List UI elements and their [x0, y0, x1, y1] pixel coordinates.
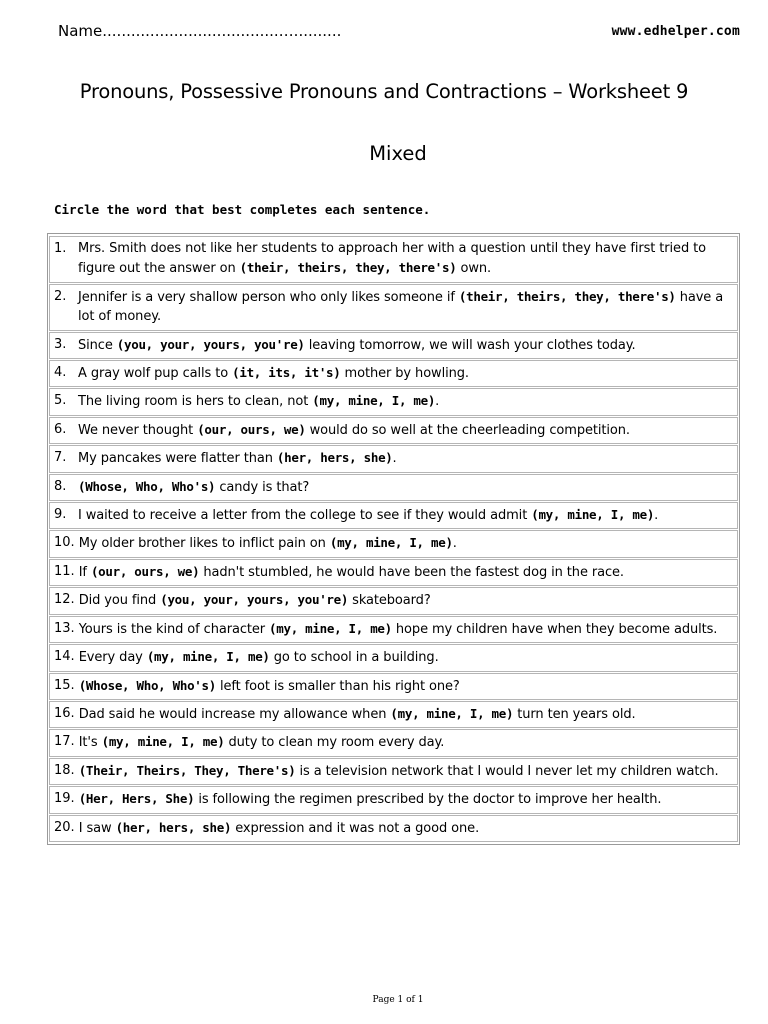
question-text: [79, 533, 733, 553]
question-text-after: .: [392, 451, 397, 467]
question-text-before: If: [78, 564, 91, 580]
question-text: [79, 818, 733, 838]
question-text-after: .: [452, 536, 457, 552]
question-row: [49, 236, 738, 283]
question-number: 20.: [54, 819, 75, 835]
question-row: [49, 758, 738, 785]
question-text-before: I saw: [78, 820, 116, 836]
question-text: [79, 619, 733, 639]
answer-choices[interactable]: (their, theirs, they, there's): [458, 288, 676, 304]
question-text-after: expression and it was not a good one.: [231, 820, 480, 836]
answer-choices[interactable]: (Whose, Who, Who's): [78, 478, 216, 494]
question-row: [49, 388, 738, 415]
question-text-before: The living room is hers to clean, not: [78, 394, 313, 410]
question-number: 2.: [54, 288, 67, 304]
question-text-before: Dad said he would increase my allowance when: [78, 706, 391, 722]
question-text-after: would do so well at the cheerleading competition.: [305, 422, 630, 438]
question-number: 19.: [54, 791, 75, 807]
worksheet-title: Pronouns, Possessive Pronouns and Contractions – Worksheet 9: [79, 80, 689, 103]
question-row: [49, 786, 738, 813]
question-text-after: is following the regimen prescribed by the doctor to improve her health.: [194, 792, 662, 808]
question-row: [49, 284, 738, 331]
question-row: [49, 502, 738, 529]
question-table: [47, 233, 740, 845]
answer-choices[interactable]: (Their, Theirs, They, There's): [78, 762, 296, 778]
answer-choices[interactable]: (you, your, yours, you're): [160, 592, 349, 608]
question-text: [78, 420, 733, 440]
question-text-after: is a television network that I would I never let my children watch.: [295, 763, 719, 779]
question-number: 3.: [54, 336, 67, 352]
question-row: [49, 332, 738, 359]
question-text-after: skateboard?: [348, 593, 431, 609]
answer-choices[interactable]: (my, mine, I, me): [531, 507, 655, 523]
question-text: [79, 732, 733, 752]
question-text: [79, 647, 733, 667]
name-field-label: Name.....................................…..........: [58, 22, 342, 40]
question-row: [49, 616, 738, 643]
answer-choices[interactable]: (you, your, yours, you're): [116, 336, 305, 352]
question-text: [79, 761, 733, 781]
question-row: [49, 729, 738, 756]
question-text-before: We never thought: [78, 422, 198, 438]
question-text-before: Since: [78, 337, 117, 353]
question-number: 11.: [54, 563, 75, 579]
question-text: [79, 789, 733, 809]
question-text: [78, 448, 733, 468]
site-url: www.edhelper.com: [611, 24, 740, 39]
question-row: [49, 360, 738, 387]
question-text-before: Jennifer is a very shallow person who only likes someone if: [78, 289, 459, 305]
question-row: [49, 474, 738, 501]
answer-choices[interactable]: (Her, Hers, She): [78, 791, 195, 807]
question-text-before: It's: [78, 735, 102, 751]
question-text: [78, 335, 733, 355]
answer-choices[interactable]: (their, theirs, they, there's): [239, 260, 457, 276]
question-number: 16.: [54, 705, 75, 721]
answer-choices[interactable]: (my, mine, I, me): [390, 705, 514, 721]
question-text-after: candy is that?: [215, 479, 310, 495]
question-number: 6.: [54, 421, 67, 437]
question-text-before: Mrs. Smith does not like her students to approach her with a question until they have first tried to figure out the answer on: [78, 241, 706, 277]
question-text-after: go to school in a building.: [269, 650, 439, 666]
question-row: [49, 445, 738, 472]
question-row: [49, 815, 738, 842]
question-text-after: turn ten years old.: [513, 706, 636, 722]
answer-choices[interactable]: (her, hers, she): [115, 819, 232, 835]
question-text-after: hope my children have when they become adults.: [391, 621, 718, 637]
question-row: [49, 673, 738, 700]
question-row: [49, 644, 738, 671]
question-text-after: own.: [456, 261, 492, 277]
question-text: [79, 562, 733, 582]
question-text-before: My older brother likes to inflict pain on: [78, 536, 330, 552]
worksheet-subtitle: Mixed: [369, 142, 427, 165]
answer-choices[interactable]: (our, ours, we): [90, 563, 200, 579]
answer-choices[interactable]: (my, mine, I, me): [146, 649, 270, 665]
question-text-before: My pancakes were flatter than: [78, 451, 277, 467]
question-number: 4.: [54, 365, 67, 381]
question-number: 7.: [54, 450, 67, 466]
question-text: [78, 363, 733, 383]
question-number: 14.: [54, 649, 75, 665]
question-text-after: hadn't stumbled, he would have been the fastest dog in the race.: [199, 564, 624, 580]
question-row: [49, 587, 738, 614]
question-number: 13.: [54, 620, 75, 636]
instruction-text: Circle the word that best completes each sentence.: [54, 202, 431, 217]
question-row: [49, 701, 738, 728]
question-text: [79, 590, 733, 610]
answer-choices[interactable]: (my, mine, I, me): [101, 734, 225, 750]
question-number: 18.: [54, 762, 75, 778]
question-number: 5.: [54, 393, 67, 409]
header: [58, 22, 740, 44]
question-text: [78, 287, 733, 327]
question-text: [79, 676, 733, 696]
question-text: [79, 704, 733, 724]
question-text-before: Did you find: [78, 593, 161, 609]
question-row: [49, 530, 738, 557]
question-text-before: I waited to receive a letter from the college to see if they would admit: [78, 508, 532, 524]
question-number: 10.: [54, 535, 75, 551]
page-footer: Page 1 of 1: [372, 995, 424, 1005]
question-text: [78, 239, 733, 279]
question-text-after: leaving tomorrow, we will wash your clothes today.: [304, 337, 636, 353]
question-text: [78, 391, 733, 411]
answer-choices[interactable]: (Whose, Who, Who's): [78, 677, 216, 693]
answer-choices[interactable]: (my, mine, I, me): [269, 620, 392, 636]
question-text-after: left foot is smaller than his right one?: [215, 678, 460, 694]
answer-choices[interactable]: (it, its, it's): [232, 365, 341, 381]
answer-choices[interactable]: (my, mine, I, me): [312, 393, 436, 409]
answer-choices[interactable]: (our, ours, we): [197, 421, 306, 437]
question-number: 12.: [54, 592, 75, 608]
question-text-after: .: [654, 508, 659, 524]
question-text-before: Yours is the kind of character: [78, 621, 270, 637]
question-number: 8.: [54, 478, 67, 494]
question-row: [49, 559, 738, 586]
question-number: 1.: [54, 241, 67, 256]
question-number: 9.: [54, 507, 67, 523]
question-text-before: A gray wolf pup calls to: [78, 366, 233, 382]
question-number: 17.: [54, 734, 75, 750]
question-number: 15.: [54, 677, 75, 693]
question-text: [78, 505, 733, 525]
answer-choices[interactable]: (her, hers, she): [276, 450, 393, 466]
question-text-after: mother by howling.: [340, 366, 469, 382]
answer-choices[interactable]: (my, mine, I, me): [329, 535, 453, 551]
question-text: [78, 477, 733, 497]
question-text-after: duty to clean my room every day.: [224, 735, 445, 751]
question-text-after: have a lot of money.: [78, 289, 724, 325]
question-text-before: Every day: [78, 650, 147, 666]
question-text-after: .: [435, 394, 440, 410]
question-row: [49, 417, 738, 444]
